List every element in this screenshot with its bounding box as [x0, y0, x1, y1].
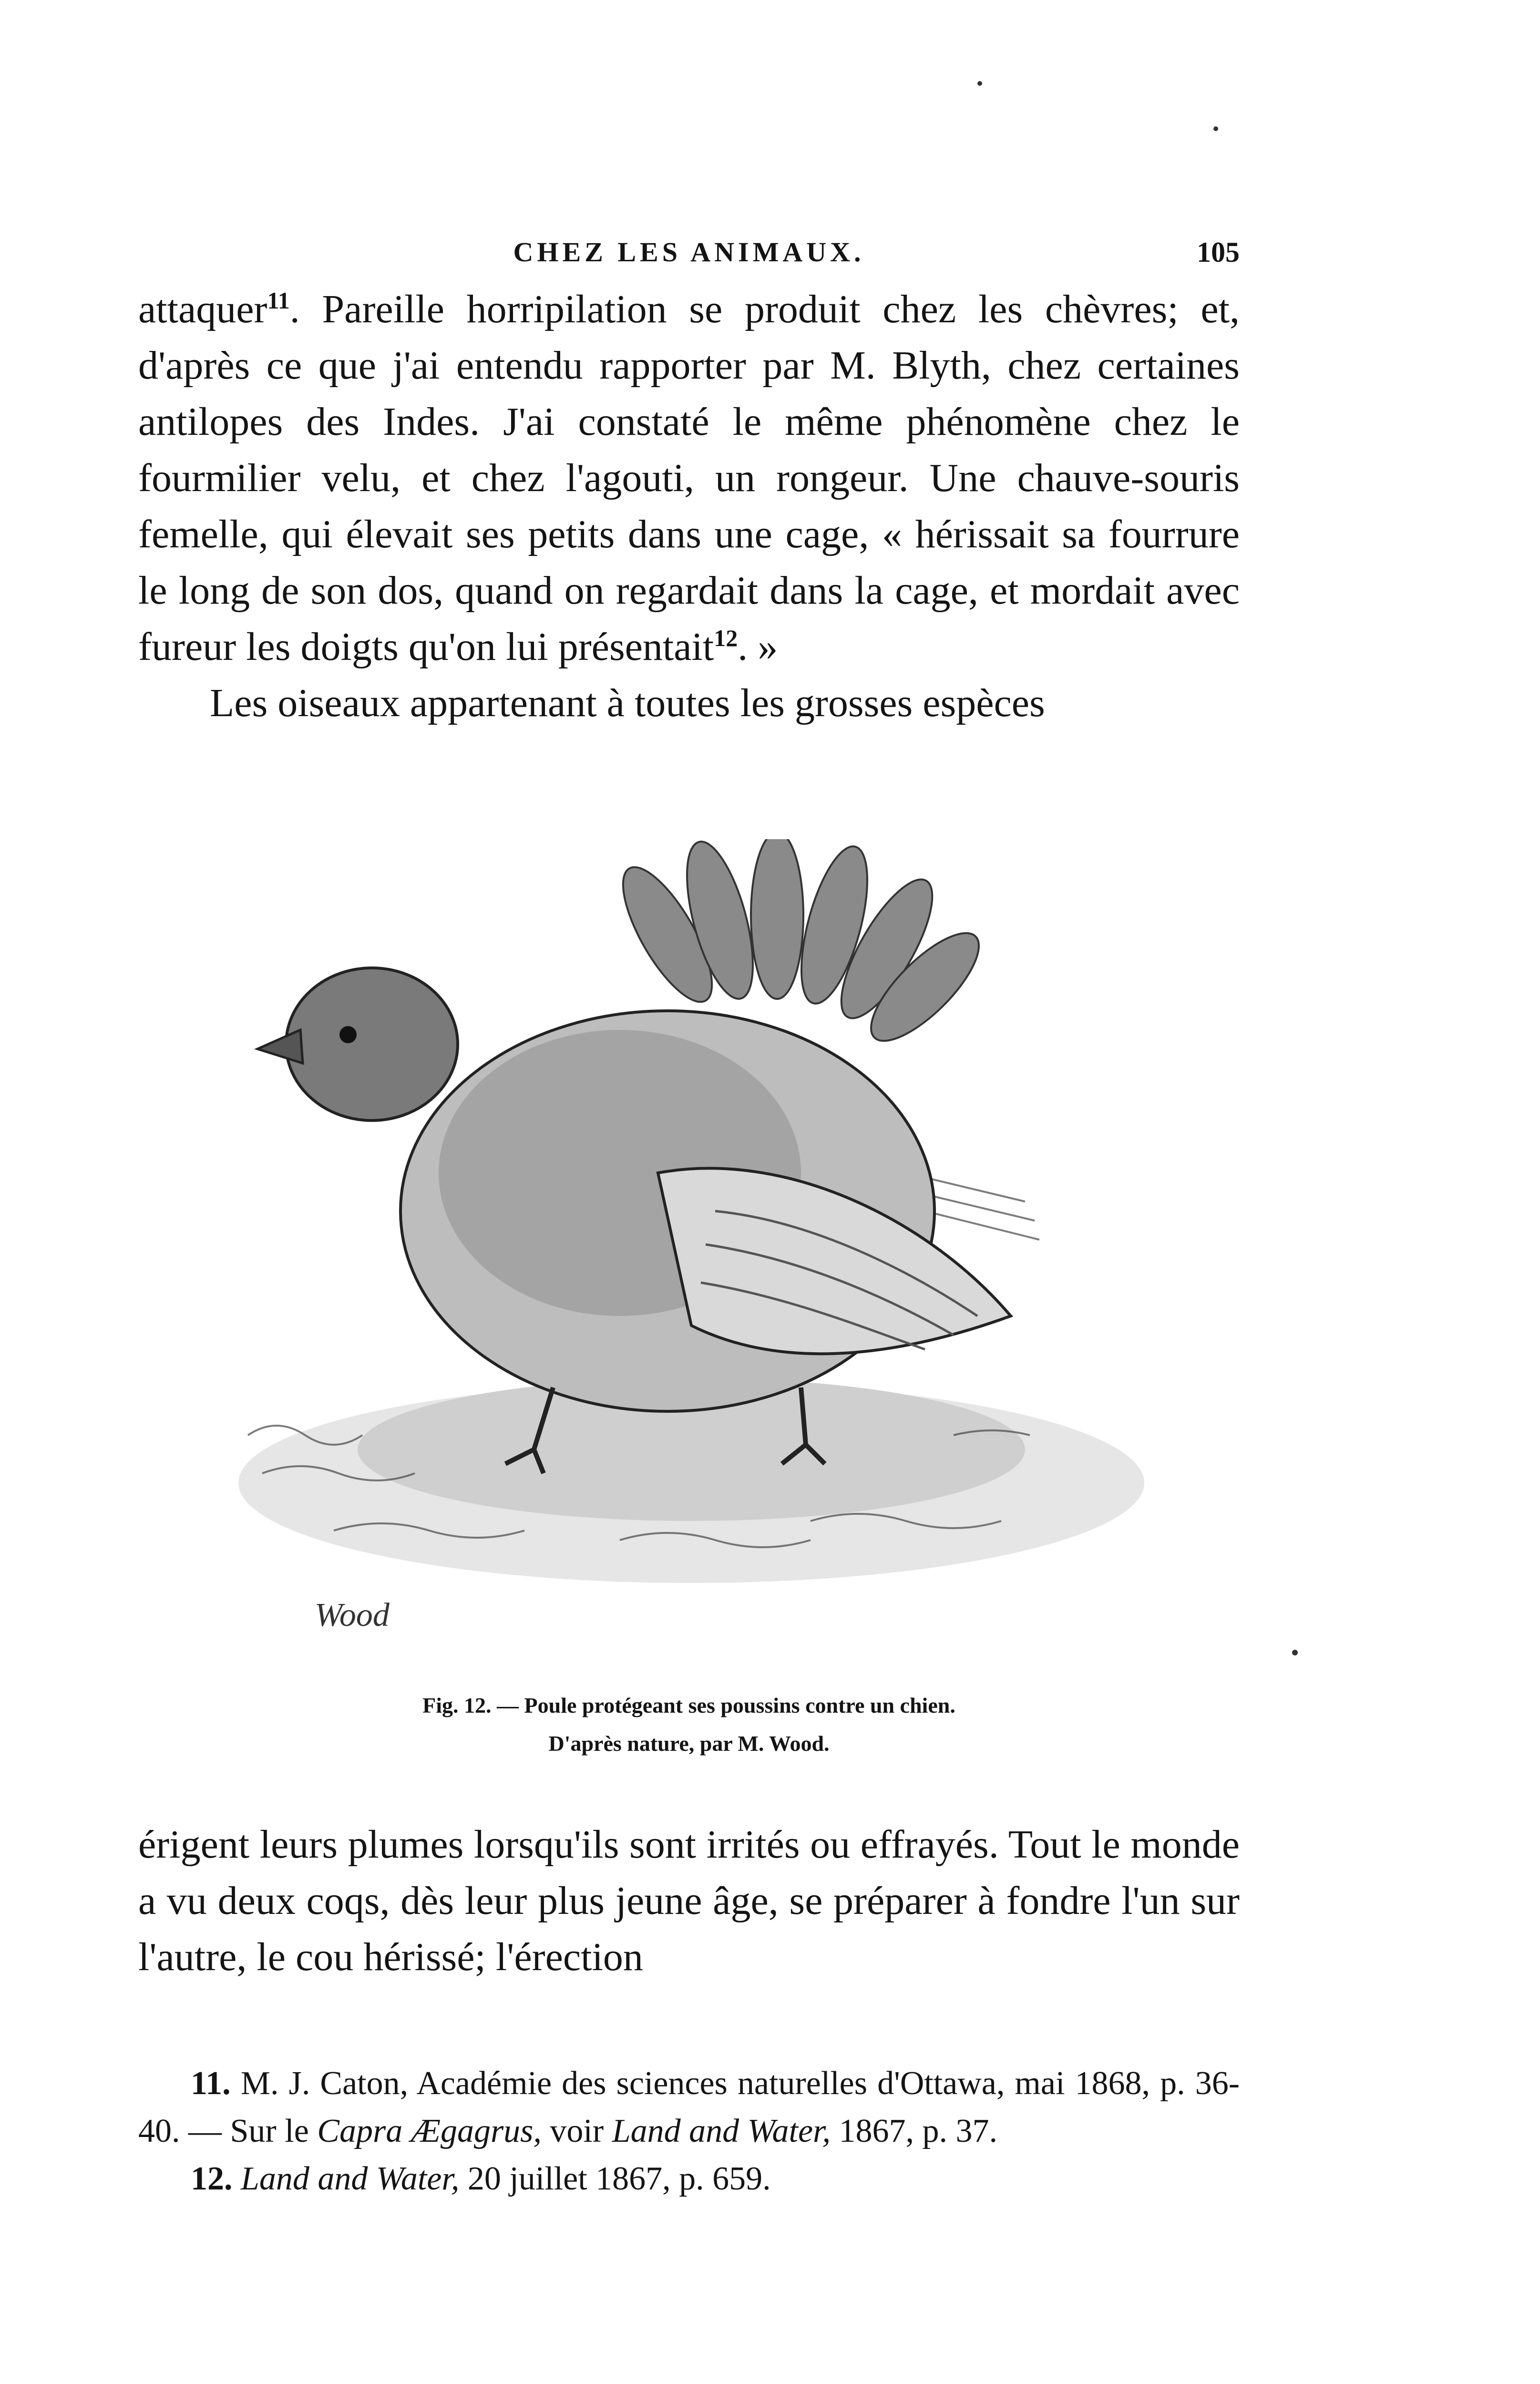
hen-illustration: [191, 839, 1182, 1678]
page-number: 105: [1197, 236, 1240, 268]
paragraph-2: Les oiseaux appartenant à toutes les grosses espèces: [210, 681, 1045, 725]
paragraph-1-text-c: . »: [738, 625, 778, 669]
running-title: CHEZ LES ANIMAUX.: [513, 236, 865, 267]
footnote-12-journal: Land and Water,: [241, 2160, 460, 2197]
footnotes: [138, 2060, 1240, 2203]
footnote-ref-11: 11: [267, 287, 290, 314]
speck: [1292, 1650, 1298, 1655]
footnote-12: [138, 2155, 1240, 2203]
footnote-11-text-a: M. J. Caton, Académie des sciences naturelles d'Ottawa, mai 1868, p. 36-40. — Sur le: [138, 2065, 1240, 2149]
footnote-12-number: 12.: [191, 2160, 233, 2197]
body-text-top: [138, 281, 1240, 731]
figure-caption-line-2: D'après nature, par M. Wood.: [548, 1731, 830, 1756]
paragraph-1: [138, 281, 1240, 675]
footnote-11-number: 11.: [191, 2065, 231, 2102]
footnote-11: [138, 2060, 1240, 2155]
footnote-11-species: Capra Ægagrus,: [317, 2113, 542, 2149]
speck: [977, 81, 982, 86]
footnote-12-text-b: 20 juillet 1867, p. 659.: [459, 2160, 771, 2197]
footnote-11-journal: Land and Water,: [612, 2113, 831, 2149]
figure-caption-line-1: Fig. 12. — Poule protégeant ses poussins contre un chien.: [422, 1693, 955, 1717]
paragraph-1-text-b: . Pareille horripilation se produit chez les chèvres; et, d'après ce que j'ai entendu rapporter par M. Blyth, chez certaines antilopes des Indes. J'ai constaté le même phénomène chez le fourmilier velu, et chez l'agouti, un rongeur. Une chauve-souris femelle, qui élevait ses petits dans une cage, « hérissait sa fourrure le long de son dos, quand on regardait dans la cage, et mordait avec fureur les doigts qu'on lui présentait: [138, 287, 1240, 669]
running-head: [138, 236, 1240, 269]
figure-engraving-hen: [191, 839, 1182, 1678]
footnote-11-text-e: 1867, p. 37.: [831, 2113, 998, 2149]
footnote-ref-12: 12: [714, 625, 738, 651]
paragraph-3: érigent leurs plumes lorsqu'ils sont irrités ou effrayés. Tout le monde a vu deux coqs, dès leur plus jeune âge, se préparer à fondre l'un sur l'autre, le cou hérissé; l'érection: [138, 1822, 1240, 1979]
speck: [1213, 126, 1218, 131]
body-text-bottom: [138, 1817, 1240, 1985]
artist-signature: Wood: [315, 1597, 390, 1634]
paragraph-1-text-a: attaquer: [138, 287, 267, 331]
footnote-11-text-c: voir: [541, 2113, 612, 2149]
